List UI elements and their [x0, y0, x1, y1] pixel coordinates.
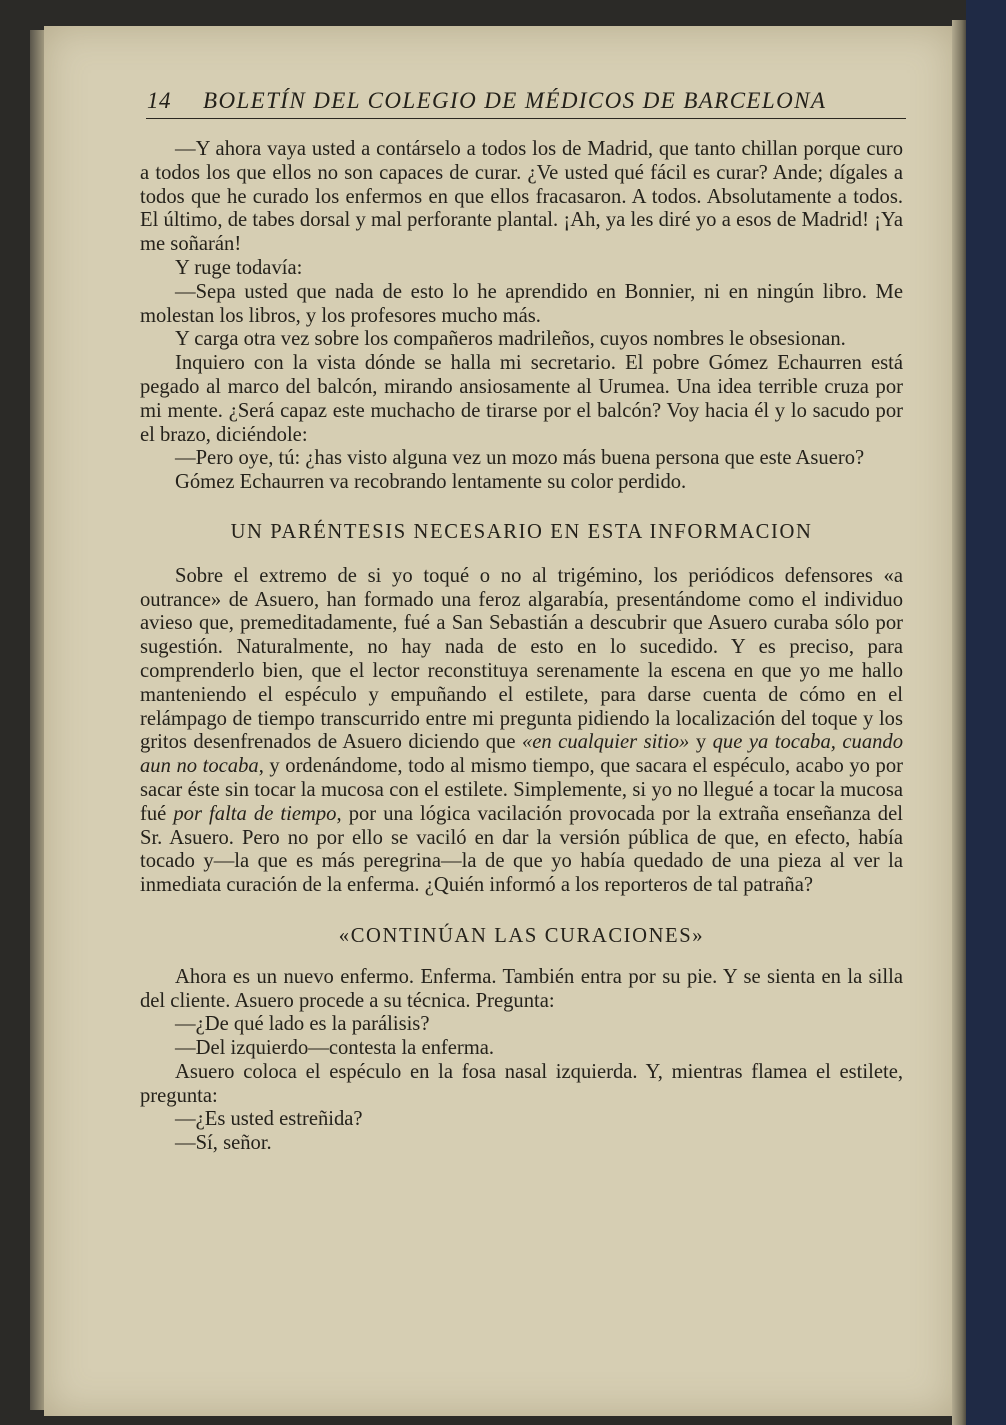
text-run: y	[689, 731, 713, 754]
article-body	[140, 138, 903, 1156]
running-title: BOLETÍN DEL COLEGIO DE MÉDICOS DE BARCELONA	[203, 88, 827, 113]
paragraph: Y ruge todavía:	[175, 256, 303, 279]
paragraph: —Sí, señor.	[175, 1132, 272, 1155]
italic-run: que ya tocaba, cuando aun no tocaba	[140, 731, 904, 778]
italic-run: por falta de tiempo	[173, 802, 337, 825]
header-rule	[146, 118, 906, 119]
paragraph: Inquiero con la vista dónde se halla mi secretario. El pobre Gómez Echaurren está pegado al marco del balcón, mirando ansiosamente al Urumea. Una idea terrible cruza por mi mente. ¿Será capaz este muchacho de tirarse por el balcón? Voy hacia él y lo sacudo por el brazo, diciéndole:	[140, 352, 903, 446]
paragraph: Gómez Echaurren va recobrando lentamente su color perdido.	[175, 471, 687, 494]
paragraph: —¿Es usted estreñida?	[175, 1108, 363, 1131]
section-heading: UN PARÉNTESIS NECESARIO EN ESTA INFORMACION	[230, 520, 813, 543]
paragraph: Asuero coloca el espéculo en la fosa nasal izquierda. Y, mientras flamea el estilete, pregunta:	[140, 1060, 903, 1107]
text-run: , y ordenándome, todo al mismo tiempo, que sacara el espéculo, acabo yo por sacar éste sin tocar la mucosa con el estilete. Simplemente, si yo no llegué a tocar la mucosa fué	[140, 755, 903, 825]
paragraph: —Sepa usted que nada de esto lo he aprendido en Bonnier, ni en ningún libro. Me molestan los libros, y los profesores mucho más.	[140, 280, 903, 327]
paragraph: Y carga otra vez sobre los compañeros madrileños, cuyos nombres le obsesionan.	[175, 328, 846, 351]
text-run: , por una lógica vacilación provocada por la extraña enseñanza del Sr. Asuero. Pero no por ello se vaciló en dar la versión pública de que, en efecto, había tocado y—la que es más peregrina—la de que yo había quedado de una pieza al ver la inmediata curación de la enferma. ¿Quién informó a los reporteros de tal patraña?	[140, 802, 903, 897]
paragraph: —Y ahora vaya usted a contárselo a todos los de Madrid, que tanto chillan porque curo a todos los que ellos no son capaces de curar. ¿Ve usted qué fácil es curar? Ande; dígales a todos que he curado los enfermos en que ellos fracasaron. A todos. Absolutamente a todos. El último, de tabes dorsal y mal perforante plantal. ¡Ah, ya les diré yo a esos de Madrid! ¡Ya me soñarán!	[140, 138, 903, 256]
paragraph: —Pero oye, tú: ¿has visto alguna vez un mozo más buena persona que este Asuero?	[175, 447, 865, 470]
section-heading: «CONTINÚAN LAS CURACIONES»	[338, 924, 705, 947]
running-header	[147, 88, 907, 118]
paragraph: Ahora es un nuevo enfermo. Enferma. También entra por su pie. Y se sienta en la silla del cliente. Asuero procede a su técnica. Pregunta:	[140, 965, 903, 1012]
paragraph	[140, 565, 903, 898]
text-run: Sobre el extremo de si yo toqué o no al trigémino, los periódicos defensores «a outrance» de Asuero, han formado una feroz algarabía, presentándome como el individuo avieso que, premeditadamente, fué a San Sebastián a descubrir que Asuero curaba sólo por sugestión. Naturalmente, no hay nada de esto en lo sucedido. Y es preciso, para comprenderlo bien, que el lector reconstituya serenamente la escena en que yo me hallo manteniendo el espéculo y empuñando el estilete, para darse cuenta de cómo en el relámpago de tiempo transcurrido entre mi pregunta pidiendo la localización del toque y los gritos desenfrenados de Asuero diciendo que	[140, 564, 903, 754]
page-number: 14	[147, 88, 171, 113]
paragraph: —Del izquierdo—contesta la enferma.	[175, 1037, 495, 1060]
italic-run: «en cualquier sitio»	[521, 731, 690, 754]
paragraph: —¿De qué lado es la parálisis?	[175, 1013, 430, 1036]
book-cover	[966, 0, 1006, 1425]
